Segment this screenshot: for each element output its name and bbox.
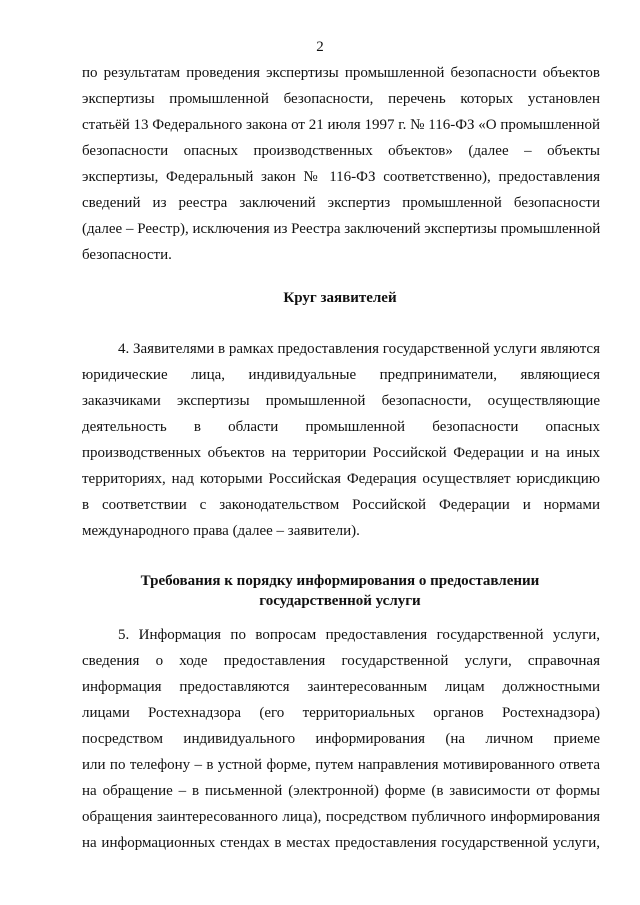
section-heading-requirements-line: Требования к порядку информирования о предоставлении: [140, 573, 540, 589]
paragraph-5-line: или по телефону – в устной форме, путем направления мотивированного ответа: [82, 757, 600, 773]
page-number: 2: [316, 39, 324, 55]
paragraph-intro-line: безопасности.: [82, 247, 172, 263]
paragraph-4-line: 4. Заявителями в рамках предоставления государственной услуги являются: [118, 341, 600, 357]
paragraph-4-line: заказчиками экспертизы промышленной безопасности, осуществляющие: [82, 393, 600, 409]
paragraph-5-line: на обращение – в письменной (электронной) форме (в зависимости от формы: [82, 783, 600, 799]
paragraph-5-line: обращения заинтересованного лица), посредством публичного информирования: [82, 809, 600, 825]
paragraph-5-line: информация предоставляются заинтересованным лицам должностными: [82, 679, 600, 695]
paragraph-4-line: юридические лица, индивидуальные предприниматели, являющиеся: [82, 367, 600, 383]
paragraph-4-line: территориях, над которыми Российская Федерация осуществляет юрисдикцию: [82, 471, 600, 487]
paragraph-4-line: производственных объектов на территории Российской Федерации и на иных: [82, 445, 600, 461]
paragraph-intro-line: (далее – Реестр), исключения из Реестра заключений экспертизы промышленной: [82, 221, 601, 237]
paragraph-intro-line: экспертизы, Федеральный закон № 116-ФЗ соответственно), предоставления: [82, 169, 600, 185]
paragraph-5-line: лицами Ростехнадзора (его территориальных органов Ростехнадзора): [82, 705, 600, 721]
paragraph-5-line: сведения о ходе предоставления государственной услуги, справочная: [82, 653, 600, 669]
paragraph-intro-line: сведений из реестра заключений экспертиз промышленной безопасности: [82, 195, 600, 211]
paragraph-4-line: международного права (далее – заявители).: [82, 523, 360, 539]
paragraph-intro-line: статьёй 13 Федерального закона от 21 июля 1997 г. № 116-ФЗ «О промышленной: [82, 117, 600, 133]
paragraph-5-line: на информационных стендах в местах предоставления государственной услуги,: [82, 835, 600, 851]
paragraph-5-line: посредством индивидуального информирования (на личном приеме: [82, 731, 600, 747]
paragraph-4-line: деятельность в области промышленной безопасности опасных: [82, 419, 600, 435]
paragraph-4-line: в соответствии с законодательством Российской Федерации и нормами: [82, 497, 600, 513]
paragraph-intro-line: безопасности опасных производственных объектов» (далее – объекты: [82, 143, 600, 159]
section-heading-requirements-line: государственной услуги: [259, 593, 421, 609]
paragraph-intro-line: по результатам проведения экспертизы промышленной безопасности объектов: [82, 65, 600, 81]
paragraph-5-line: 5. Информация по вопросам предоставления государственной услуги,: [118, 627, 600, 643]
section-heading-applicants: Круг заявителей: [283, 290, 397, 306]
paragraph-intro-line: экспертизы промышленной безопасности, перечень которых установлен: [82, 91, 600, 107]
